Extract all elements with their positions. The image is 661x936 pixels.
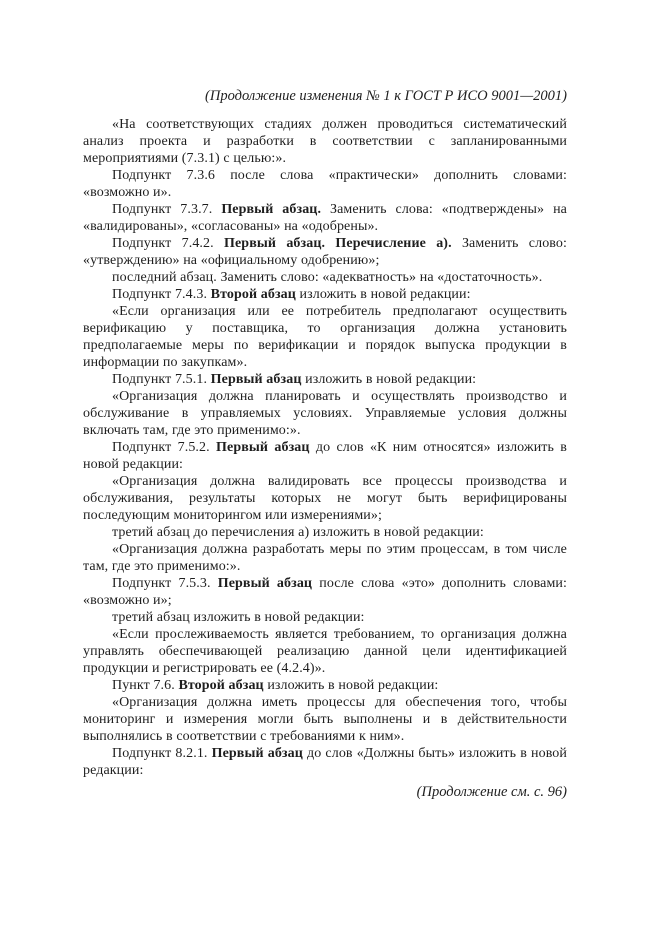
paragraph [83, 303, 567, 371]
paragraph [83, 235, 567, 269]
text-run: «На соответствующих стадиях должен проводиться систематический анализ проекта и разработки в соответствии с запланированными мероприятиями (7.3.1) с целью:». [83, 117, 567, 166]
paragraph [83, 269, 567, 286]
text-run: Подпункт 7.4.3. [112, 287, 211, 302]
paragraph [83, 677, 567, 694]
paragraph [83, 201, 567, 235]
emphasis-text: Первый абзац. [221, 202, 322, 217]
paragraph [83, 371, 567, 388]
paragraph [83, 524, 567, 541]
emphasis-text: Первый абзац [210, 372, 302, 387]
paragraph [83, 167, 567, 201]
emphasis-text: Второй абзац [210, 287, 296, 302]
text-run: третий абзац до перечисления а) изложить в новой редакции: [112, 525, 484, 540]
emphasis-text: Второй абзац [178, 678, 264, 693]
running-title: (Продолжение изменения № 1 к ГОСТ Р ИСО 9001—2001) [205, 88, 567, 104]
text-run: Заменить слова: «подтверждены» на «валидированы», «согласованы» на «одобрены». [83, 202, 567, 234]
paragraph [83, 694, 567, 745]
text-run: «Если организация или ее потребитель предполагают осуществить верификацию у поставщика, то организация должна установить предполагаемые меры по верификации и порядок выпуска продукции в информации по закупкам». [83, 304, 567, 370]
paragraph [83, 473, 567, 524]
paragraph [83, 745, 567, 779]
paragraph [83, 626, 567, 677]
text-run: Подпункт 7.3.7. [112, 202, 222, 217]
text-run: до слов «Должны быть» изложить в новой редакции: [83, 746, 567, 778]
text-run: «Если прослеживаемость является требованием, то организация должна управлять обеспечивающей реализацию данной цели идентификацией продукции и регистрировать ее (4.2.4)». [83, 627, 567, 676]
text-run: Пункт 7.6. [112, 678, 179, 693]
continuation-note: (Продолжение см. с. 96) [416, 784, 567, 800]
text-run: третий абзац изложить в новой редакции: [112, 610, 365, 625]
emphasis-text: Первый абзац [217, 576, 313, 591]
emphasis-text: Первый абзац [211, 746, 303, 761]
text-run: «Организация должна планировать и осуществлять производство и обслуживание в управляемых условиях. Управляемые условия должны включать там, где это применимо:». [83, 389, 567, 438]
text-run: Подпункт 7.4.2. [112, 236, 224, 251]
paragraph [83, 286, 567, 303]
text-run: изложить в новой редакции: [301, 372, 477, 387]
paragraph [83, 116, 567, 167]
text-run: Подпункт 7.3.6 после слова «практически» дополнить словами: «возможно и». [83, 168, 567, 200]
paragraph [83, 609, 567, 626]
emphasis-text: Первый абзац [216, 440, 310, 455]
text-run: изложить в новой редакции: [295, 287, 471, 302]
emphasis-text: Перечисление а). [335, 236, 452, 251]
emphasis-text: Первый абзац. [224, 236, 326, 251]
text-run: «Организация должна иметь процессы для обеспечения того, чтобы мониторинг и измерения могли быть выполнены и в действительности выполнялись в соответствии с требованиями к ним». [83, 695, 567, 744]
text-run: «Организация должна разработать меры по этим процессам, в том числе там, где это применимо:». [83, 542, 567, 574]
text-run: изложить в новой редакции: [263, 678, 439, 693]
text-run: «Организация должна валидировать все процессы производства и обслуживания, результаты которых не могут быть верифицированы последующим мониторингом или измерениями»; [83, 474, 567, 523]
paragraph [83, 388, 567, 439]
document-body [83, 116, 567, 779]
text-run: Подпункт 7.5.3. [112, 576, 218, 591]
paragraph [83, 541, 567, 575]
text-run: после слова «это» дополнить словами: «возможно и»; [83, 576, 567, 608]
text-run: до слов «К ним относятся» изложить в новой редакции: [83, 440, 567, 472]
text-run: последний абзац. Заменить слово: «адекватность» на «достаточность». [112, 270, 543, 285]
text-run [325, 236, 335, 251]
text-run: Подпункт 8.2.1. [112, 746, 212, 761]
paragraph [83, 575, 567, 609]
paragraph [83, 439, 567, 473]
text-run: Подпункт 7.5.1. [112, 372, 211, 387]
text-run: Заменить слово: «утверждению» на «официальному одобрению»; [83, 236, 567, 268]
text-run: Подпункт 7.5.2. [112, 440, 217, 455]
